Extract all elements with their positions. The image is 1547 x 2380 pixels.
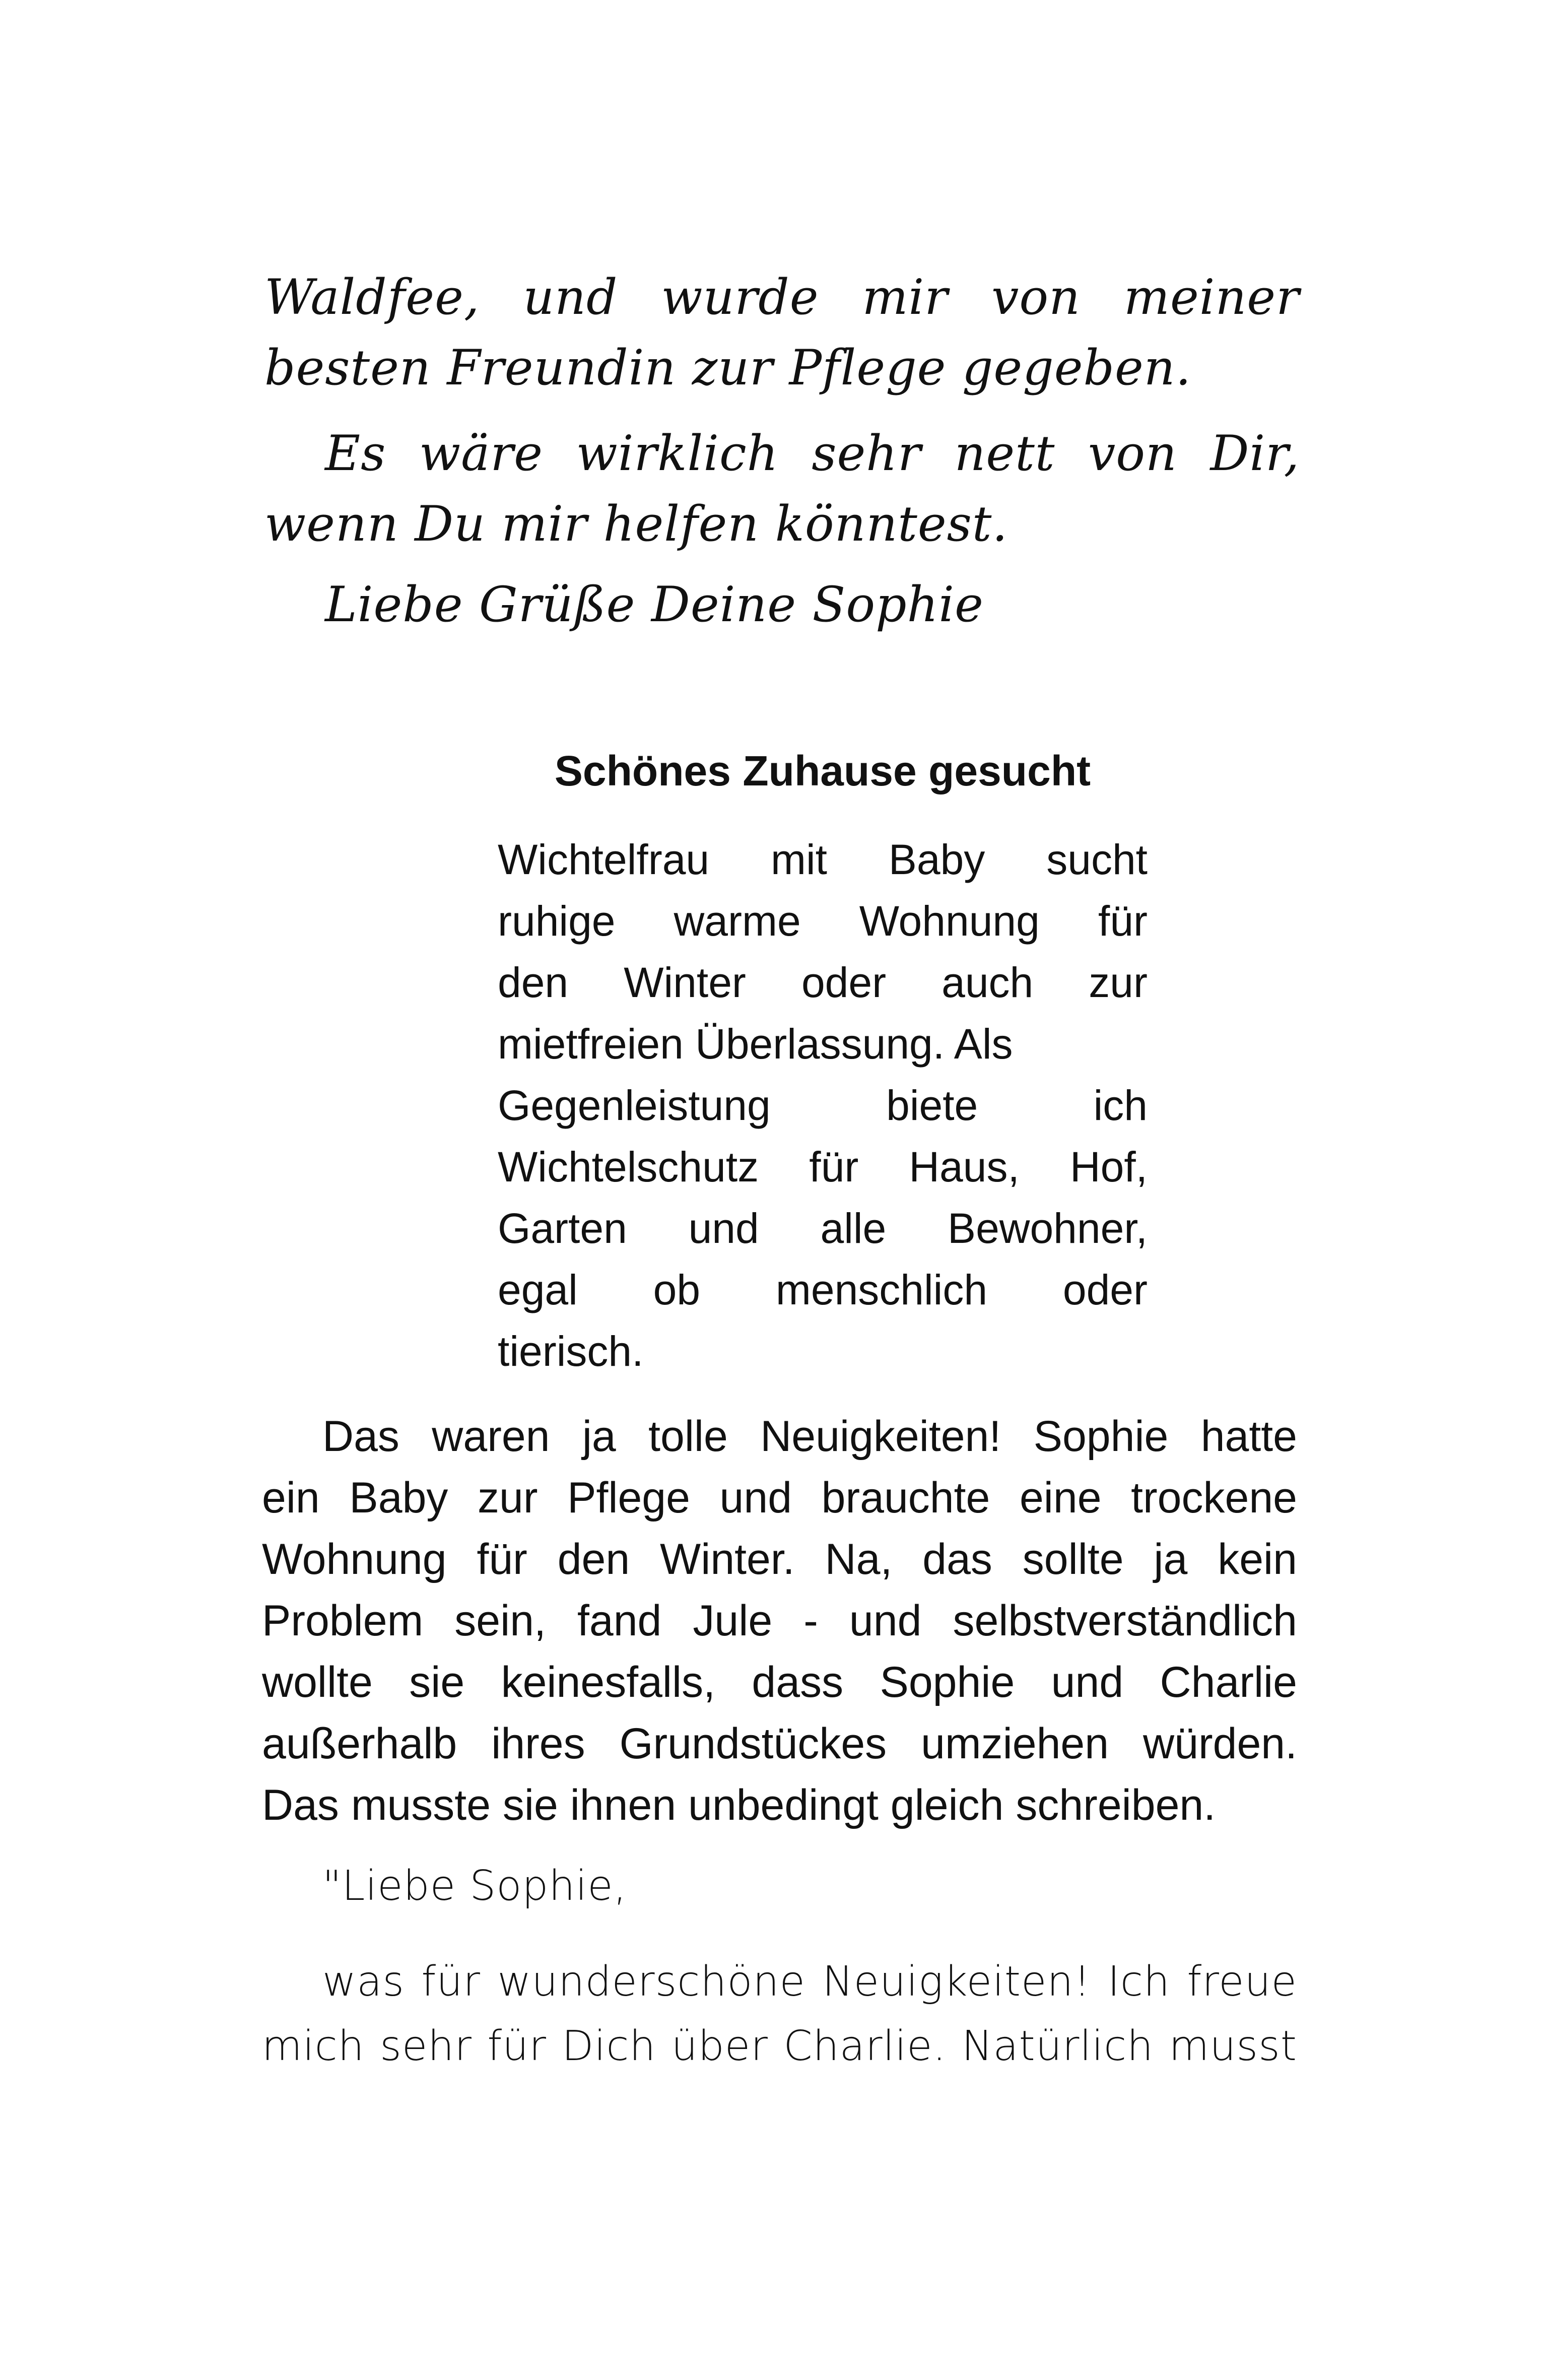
text-line: Wichtelschutz für Haus, Hof, [498,1143,1148,1191]
ad-title-text: Schönes Zuhause gesucht [554,747,1091,795]
letter-sophie-paragraph-2 [264,418,1300,559]
text-line: Garten und alle Bewohner, [498,1205,1148,1252]
letter-sophie-closing [325,569,1030,640]
text-line: mietfreien Überlassung. Als [498,1020,1013,1068]
closing-text: Liebe Grüße Deine Sophie [325,576,984,633]
text-line: besten Freundin zur Pflege gegeben. [264,340,1192,396]
narrative-paragraph [262,1406,1297,1836]
ad-text [498,829,1148,1382]
letter-jule-salutation [322,1854,1028,1919]
text-line: Problem sein, fand Jule - und selbstverständlich [262,1597,1297,1645]
text-line: Das waren ja tolle Neuigkeiten! Sophie hatte [322,1412,1297,1461]
text-line: den Winter oder auch zur [498,959,1148,1006]
text-line: außerhalb ihres Grundstückes umziehen würden. [262,1720,1297,1768]
text-line: Wohnung für den Winter. Na, das sollte ja kein [262,1535,1297,1583]
text-line: Es wäre wirklich sehr nett von Dir, [325,425,1300,482]
ad-title [498,741,1148,801]
text-line: ein Baby zur Pflege und brauchte eine trockene [262,1474,1297,1522]
text-line: Das musste sie ihnen unbedingt gleich schreiben. [262,1781,1216,1829]
text-line: tierisch. [498,1328,644,1375]
text-line: Waldfee, und wurde mir von meiner [264,269,1300,325]
letter-sophie-paragraph-1 [264,262,1300,403]
text-line: Wichtelfrau mit Baby sucht [498,836,1148,883]
text-line: egal ob menschlich oder [498,1266,1148,1313]
text-line: wenn Du mir helfen könntest. [264,496,1008,552]
letter-jule-paragraph [262,1950,1297,2079]
text-line: ruhige warme Wohnung für [498,897,1148,945]
text-line: Gegenleistung biete ich [498,1082,1148,1129]
salutation-text: "Liebe Sophie, [322,1862,627,1910]
text-line: wollte sie keinesfalls, dass Sophie und Charlie [262,1658,1297,1706]
text-line: mich sehr für Dich über Charlie. Natürlich musst [262,2022,1297,2070]
text-line: was für wunderschöne Neuigkeiten! Ich freue [322,1958,1297,2006]
